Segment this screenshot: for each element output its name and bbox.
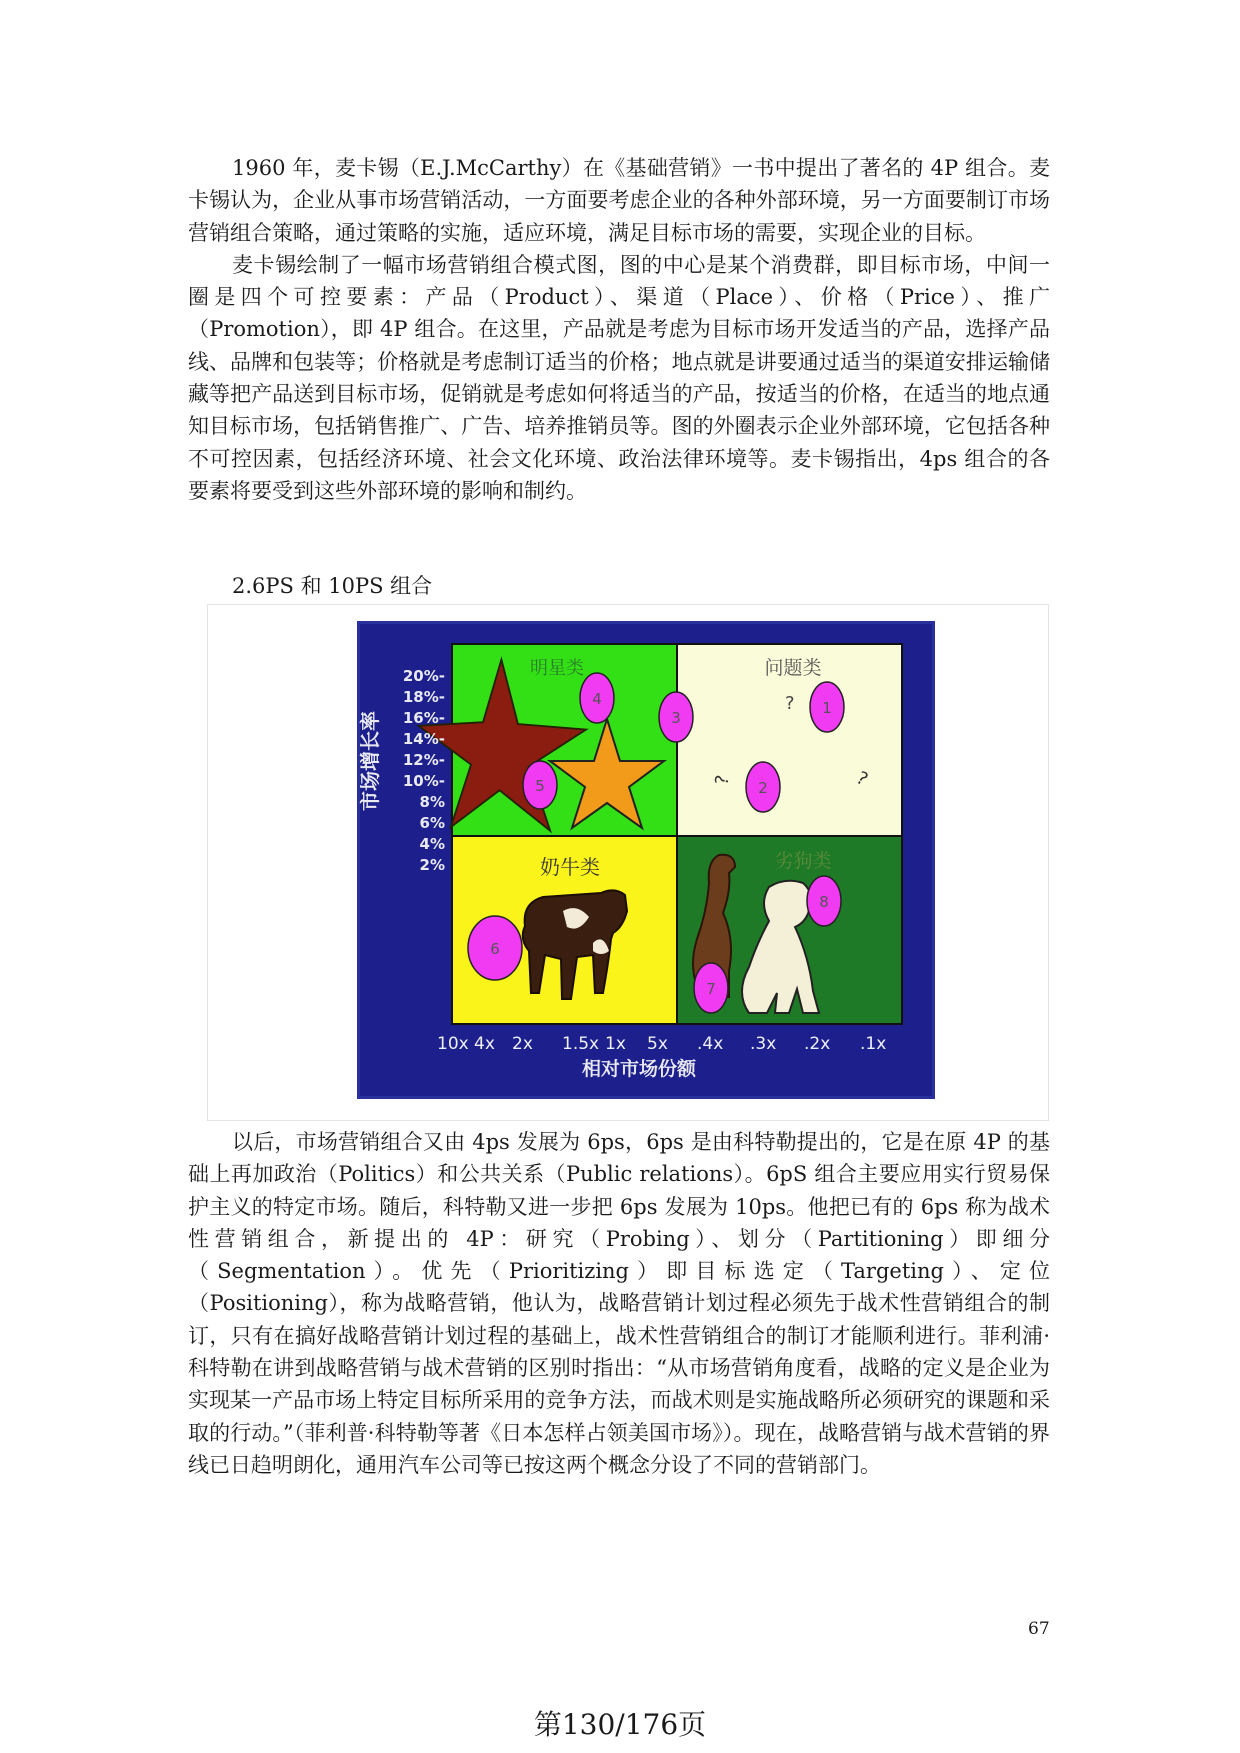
paragraph-6ps-10ps: 以后，市场营销组合又由 4ps 发展为 6ps，6ps 是由科特勒提出的，它是在原 4P 的基础上再加政治（Politics）和公共关系（Public relations）。6pS 组合主要应用实行贸易保护主义的特定市场。随后，科特勒又进一步把 6ps 发展为 10ps。他把已有的 6ps 称为战术性营销组合，新提出的 4P：研究（Probing）、划分（Partitioning）即细分（Segmentation）。优先（Prioritizing）即目标选定（Targeting）、定位（Positioning），称为战略营销，他认为，战略营销计划过程必须先于战术性营销组合的制订，只有在搞好战略营销计划过程的基础上，战术性营销组合的制订才能顺利进行。菲利浦·科特勒在讲到战略营销与战术营销的区别时指出：“从市场营销角度看，战略的定义是企业为实现某一产品市场上特定目标所采用的竞争方法，而战术则是实施战略所必须研究的课题和采取的行动。”（菲利普·科特勒等著《日本怎样占领美国市场》）。现在，战略营销与战术营销的界线已日趋明朗化，通用汽车公司等已按这两个概念分设了不同的营销部门。 (188, 1130, 1050, 1477)
star-quadrant-title: 明星类 (530, 658, 584, 679)
marker-4 (580, 673, 614, 723)
x-tick-label: 2x (512, 1034, 533, 1054)
x-tick-label: .3x (750, 1034, 777, 1054)
marker-2 (746, 762, 780, 812)
y-tick-label: 6% (419, 814, 445, 832)
question-mark-icon: ? (785, 693, 795, 714)
paragraph-4p-model: 麦卡锡绘制了一幅市场营销组合模式图，图的中心是某个消费群，即目标市场，中间一圈是四个可控要素：产品（Product）、渠道（Place）、价格（Price）、推广（Promotion），即 4P 组合。在这里，产品就是考虑为目标市场开发适当的产品，选择产品线、品牌和包装等；价格就是考虑制订适当的价格；地点就是讲要通过适当的渠道安排运输储藏等把产品送到目标市场，促销就是考虑如何将适当的产品，按适当的价格，在适当的地点通知目标市场，包括销售推广、广告、培养推销员等。图的外圈表示企业外部环境，它包括各种不可控因素，包括经济环境、社会文化环境、政治法律环境等。麦卡锡指出，4ps 组合的各要素将要受到这些外部环境的影响和制约。 (188, 252, 1050, 503)
y-tick-label: 16%- (402, 709, 445, 727)
question-mark-icon: ? (711, 773, 734, 787)
svg-text:5: 5 (535, 777, 545, 795)
svg-text:1: 1 (822, 699, 832, 717)
question-quadrant-title: 问题类 (764, 657, 822, 679)
x-tick-label: 1x (605, 1034, 626, 1054)
dog-quadrant-title: 劣狗类 (774, 850, 832, 872)
y-tick-label: 4% (419, 835, 445, 853)
svg-text:4: 4 (592, 690, 602, 708)
svg-text:8: 8 (819, 893, 829, 911)
y-tick-label: 14%- (402, 730, 445, 748)
marker-6 (468, 916, 522, 980)
marker-3 (659, 692, 693, 742)
y-axis-title: 市场增长率 (358, 711, 382, 811)
page-footer: 第130/176页 (533, 1708, 707, 1741)
question-mark-icon: ? (852, 767, 872, 791)
marker-1 (810, 682, 844, 732)
x-tick-label: .4x (697, 1034, 724, 1054)
growth-share-matrix (357, 621, 935, 1099)
marker-8 (807, 876, 841, 926)
page-number: 67 (1028, 1619, 1050, 1639)
svg-text:7: 7 (706, 980, 716, 998)
y-tick-label: 18%- (402, 688, 445, 706)
y-tick-label: 2% (419, 856, 445, 874)
y-tick-label: 12%- (402, 751, 445, 769)
x-axis-title: 相对市场份额 (581, 1058, 697, 1080)
marker-5 (523, 761, 557, 809)
y-tick-label: 8% (419, 793, 445, 811)
svg-text:2: 2 (758, 779, 768, 797)
x-tick-label: 10x (437, 1034, 469, 1054)
svg-text:6: 6 (490, 940, 500, 958)
x-tick-label: .1x (860, 1034, 887, 1054)
svg-text:3: 3 (671, 709, 681, 727)
x-tick-label: 1.5x (562, 1034, 600, 1054)
body-text (188, 1126, 1050, 1481)
x-tick-label: 5x (647, 1034, 668, 1054)
marker-7 (694, 963, 728, 1013)
x-tick-label: .2x (804, 1034, 831, 1054)
section-heading: 2.6PS 和 10PS 组合 (232, 574, 433, 598)
y-tick-label: 20%- (402, 667, 445, 685)
y-tick-label: 10%- (402, 772, 445, 790)
x-tick-label: 4x (474, 1034, 495, 1054)
intro-text (188, 152, 1050, 507)
paragraph-4p-origin: 1960 年，麦卡锡（E.J.McCarthy）在《基础营销》一书中提出了著名的 4P 组合。麦卡锡认为，企业从事市场营销活动，一方面要考虑企业的各种外部环境，另一方面要制订市场营销组合策略，通过策略的实施，适应环境，满足目标市场的需要，实现企业的目标。 (188, 156, 1050, 245)
cow-quadrant-title: 奶牛类 (540, 855, 600, 879)
